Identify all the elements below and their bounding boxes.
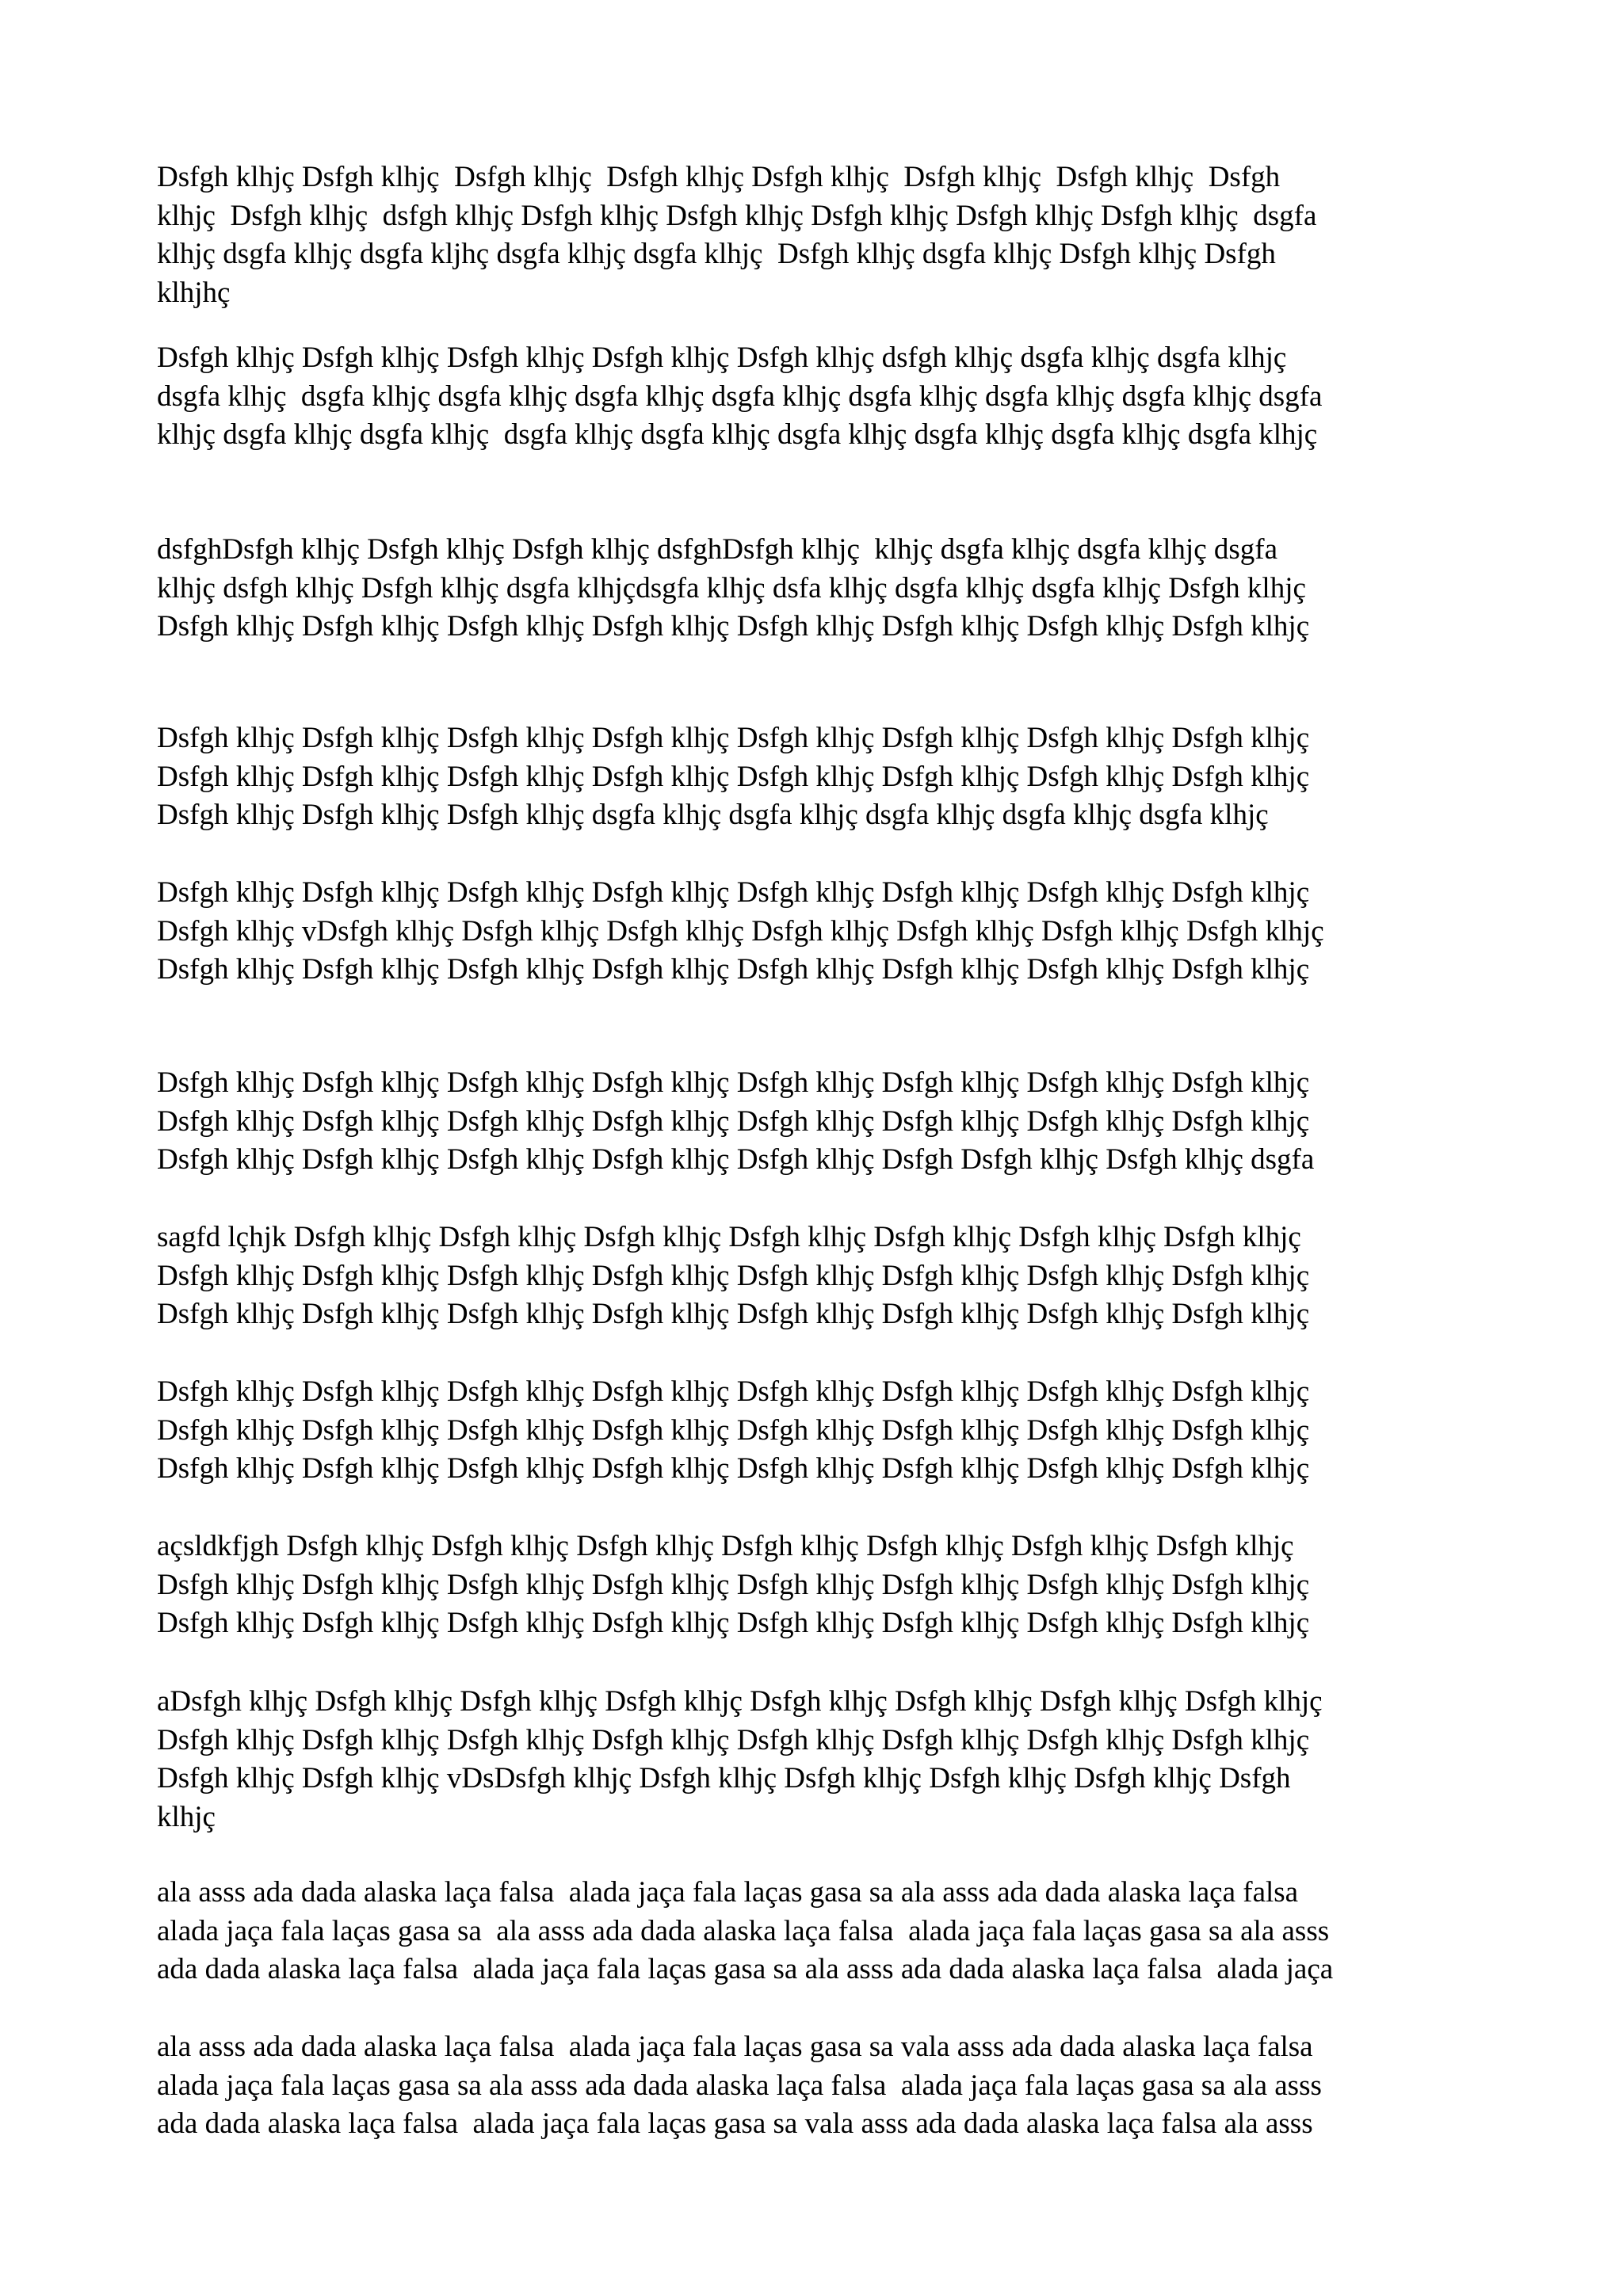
text-line: Dsfgh klhjç Dsfgh klhjç Dsfgh klhjç Dsfgh klhjç Dsfgh klhjç Dsfgh klhjç Dsfgh klhjç Dsfgh klhjç bbox=[157, 876, 1310, 909]
text-line: ada dada alaska laça falsa alada jaça fala laças gasa sa vala asss ada dada alaska laça falsa ala asss bbox=[157, 2107, 1313, 2140]
text-line: klhjhç bbox=[157, 276, 231, 309]
text-line: Dsfgh klhjç Dsfgh klhjç Dsfgh klhjç Dsfgh klhjç Dsfgh klhjç Dsfgh klhjç Dsfgh klhjç Dsfgh klhjç bbox=[157, 1607, 1310, 1639]
text-line: Dsfgh klhjç Dsfgh klhjç Dsfgh klhjç dsgfa klhjç dsgfa klhjç dsgfa klhjç dsgfa klhjç dsgfa klhjç bbox=[157, 799, 1269, 831]
text-line: Dsfgh klhjç Dsfgh klhjç Dsfgh klhjç Dsfgh klhjç Dsfgh klhjç Dsfgh Dsfgh klhjç Dsfgh klhjç dsgfa bbox=[157, 1143, 1315, 1176]
text-line: Dsfgh klhjç Dsfgh klhjç Dsfgh klhjç Dsfgh klhjç Dsfgh klhjç Dsfgh klhjç Dsfgh klhjç Dsfgh bbox=[157, 161, 1281, 193]
text-line: dsfghDsfgh klhjç Dsfgh klhjç Dsfgh klhjç dsfghDsfgh klhjç klhjç dsgfa klhjç dsgfa klhjç dsgfa bbox=[157, 533, 1278, 566]
text-line: Dsfgh klhjç Dsfgh klhjç vDsDsfgh klhjç Dsfgh klhjç Dsfgh klhjç Dsfgh klhjç Dsfgh klhjç Dsfgh bbox=[157, 1762, 1291, 1794]
text-line: Dsfgh klhjç Dsfgh klhjç Dsfgh klhjç Dsfgh klhjç Dsfgh klhjç Dsfgh klhjç Dsfgh klhjç Dsfgh klhjç bbox=[157, 1259, 1310, 1292]
text-line: Dsfgh klhjç Dsfgh klhjç Dsfgh klhjç Dsfgh klhjç Dsfgh klhjç Dsfgh klhjç Dsfgh klhjç Dsfgh klhjç bbox=[157, 1723, 1310, 1756]
text-line: Dsfgh klhjç vDsfgh klhjç Dsfgh klhjç Dsfgh klhjç Dsfgh klhjç Dsfgh klhjç Dsfgh klhjç Dsfgh klhjç bbox=[157, 914, 1324, 948]
text-line: Dsfgh klhjç Dsfgh klhjç Dsfgh klhjç Dsfgh klhjç Dsfgh klhjç Dsfgh klhjç Dsfgh klhjç Dsfgh klhjç bbox=[157, 1298, 1310, 1330]
text-line: Dsfgh klhjç Dsfgh klhjç Dsfgh klhjç Dsfgh klhjç Dsfgh klhjç dsfgh klhjç dsgfa klhjç dsgfa klhjç bbox=[157, 341, 1287, 374]
text-line: dsgfa klhjç dsgfa klhjç dsgfa klhjç dsgfa klhjç dsgfa klhjç dsgfa klhjç dsgfa klhjç dsgfa klhjç dsgfa bbox=[157, 379, 1323, 413]
text-line: alada jaça fala laças gasa sa ala asss ada dada alaska laça falsa alada jaça fala laças gasa sa ala asss bbox=[157, 2069, 1322, 2102]
text-line: Dsfgh klhjç Dsfgh klhjç Dsfgh klhjç Dsfgh klhjç Dsfgh klhjç Dsfgh klhjç Dsfgh klhjç Dsfgh klhjç bbox=[157, 722, 1310, 754]
text-line: klhjç dsfgh klhjç Dsfgh klhjç dsgfa klhjçdsgfa klhjç dsfa klhjç dsgfa klhjç dsgfa klhjç Dsfgh klhjç bbox=[157, 571, 1306, 605]
text-line: Dsfgh klhjç Dsfgh klhjç Dsfgh klhjç Dsfgh klhjç Dsfgh klhjç Dsfgh klhjç Dsfgh klhjç Dsfgh klhjç bbox=[157, 1568, 1310, 1601]
text-line: sagfd lçhjk Dsfgh klhjç Dsfgh klhjç Dsfgh klhjç Dsfgh klhjç Dsfgh klhjç Dsfgh klhjç Dsfgh klhjç bbox=[157, 1221, 1301, 1253]
text-line: Dsfgh klhjç Dsfgh klhjç Dsfgh klhjç Dsfgh klhjç Dsfgh klhjç Dsfgh klhjç Dsfgh klhjç Dsfgh klhjç bbox=[157, 953, 1310, 986]
text-line: ada dada alaska laça falsa alada jaça fala laças gasa sa ala asss ada dada alaska laça falsa alada jaça bbox=[157, 1953, 1334, 1985]
text-line: açsldkfjgh Dsfgh klhjç Dsfgh klhjç Dsfgh klhjç Dsfgh klhjç Dsfgh klhjç Dsfgh klhjç Dsfgh klhjç bbox=[157, 1530, 1294, 1562]
text-line: ala asss ada dada alaska laça falsa alada jaça fala laças gasa sa ala asss ada dada alaska laça falsa bbox=[157, 1876, 1299, 1909]
text-line: Dsfgh klhjç Dsfgh klhjç Dsfgh klhjç Dsfgh klhjç Dsfgh klhjç Dsfgh klhjç Dsfgh klhjç Dsfgh klhjç bbox=[157, 1452, 1310, 1485]
text-line: Dsfgh klhjç Dsfgh klhjç Dsfgh klhjç Dsfgh klhjç Dsfgh klhjç Dsfgh klhjç Dsfgh klhjç Dsfgh klhjç bbox=[157, 1375, 1310, 1408]
text-line: ala asss ada dada alaska laça falsa alada jaça fala laças gasa sa vala asss ada dada alaska laça falsa bbox=[157, 2031, 1313, 2063]
text-line: klhjç bbox=[157, 1800, 216, 1833]
text-line: Dsfgh klhjç Dsfgh klhjç Dsfgh klhjç Dsfgh klhjç Dsfgh klhjç Dsfgh klhjç Dsfgh klhjç Dsfgh klhjç bbox=[157, 1104, 1310, 1138]
text-line: aDsfgh klhjç Dsfgh klhjç Dsfgh klhjç Dsfgh klhjç Dsfgh klhjç Dsfgh klhjç Dsfgh klhjç Dsfgh klhjç bbox=[157, 1685, 1323, 1718]
text-line: klhjç Dsfgh klhjç dsfgh klhjç Dsfgh klhjç Dsfgh klhjç Dsfgh klhjç Dsfgh klhjç Dsfgh klhjç dsgfa bbox=[157, 199, 1317, 232]
text-line: klhjç dsgfa klhjç dsgfa kljhç dsgfa klhjç dsgfa klhjç Dsfgh klhjç dsgfa klhjç Dsfgh klhjç Dsfgh bbox=[157, 238, 1276, 270]
text-line: Dsfgh klhjç Dsfgh klhjç Dsfgh klhjç Dsfgh klhjç Dsfgh klhjç Dsfgh klhjç Dsfgh klhjç Dsfgh klhjç bbox=[157, 760, 1310, 793]
text-line: alada jaça fala laças gasa sa ala asss ada dada alaska laça falsa alada jaça fala laças gasa sa ala asss bbox=[157, 1914, 1330, 1947]
text-line: klhjç dsgfa klhjç dsgfa klhjç dsgfa klhjç dsgfa klhjç dsgfa klhjç dsgfa klhjç dsgfa klhjç dsgfa klhjç bbox=[157, 418, 1318, 451]
text-line: Dsfgh klhjç Dsfgh klhjç Dsfgh klhjç Dsfgh klhjç Dsfgh klhjç Dsfgh klhjç Dsfgh klhjç Dsfgh klhjç bbox=[157, 610, 1310, 643]
text-line: Dsfgh klhjç Dsfgh klhjç Dsfgh klhjç Dsfgh klhjç Dsfgh klhjç Dsfgh klhjç Dsfgh klhjç Dsfgh klhjç bbox=[157, 1066, 1310, 1099]
text-line: Dsfgh klhjç Dsfgh klhjç Dsfgh klhjç Dsfgh klhjç Dsfgh klhjç Dsfgh klhjç Dsfgh klhjç Dsfgh klhjç bbox=[157, 1413, 1310, 1447]
